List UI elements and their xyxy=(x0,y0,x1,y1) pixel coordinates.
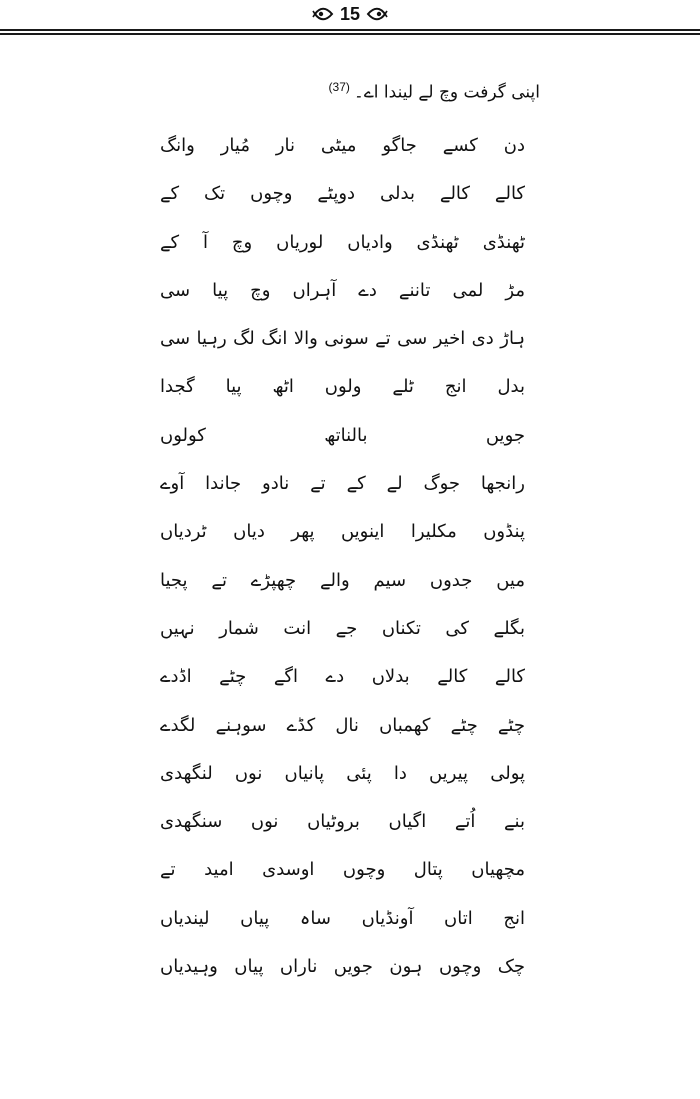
poem-line: کالے کالے بدلی دوپٹے وچوں تک کے xyxy=(160,183,525,205)
page-number: 15 xyxy=(339,3,361,24)
poem-line: مڑ لمی تاننے دے آہراں وچ پیا سی xyxy=(160,279,525,301)
intro-text: اپنی گرفت وچ لے لیندا اے۔ xyxy=(353,82,540,103)
poem-line: جویں بالناتھ کولوں xyxy=(160,424,525,446)
poem-line: بدل انج ٹلے ولوں اٹھ پیا گجدا xyxy=(160,376,525,398)
poem-line: رانجھا جوگ لے کے تے نادو جاندا آوے xyxy=(160,473,525,495)
intro-sentence xyxy=(20,72,540,108)
poem-line: میں جدوں سیم والے چھپڑے تے پجیا xyxy=(160,569,525,591)
poem-line: چک وچوں ہون جویں ناراں پیاں وہیدیاں xyxy=(160,956,525,978)
page-number-block xyxy=(305,0,395,28)
poem-line: ہاڑ دی اخیر سی تے سونی والا انگ لگ رہیا سی xyxy=(160,328,525,350)
floral-ornament-icon xyxy=(366,3,388,25)
page-header xyxy=(0,0,700,40)
poem-line: پنڈوں مکلیرا اینویں پھر دیاں ٹردیاں xyxy=(160,521,525,543)
poem-line: بنے اُتے اگیاں بروٹیاں نوں سنگھدی xyxy=(160,811,525,833)
header-rule-top xyxy=(0,29,700,31)
poem-line: مچھیاں پتال وچوں اوسدی امید تے xyxy=(160,859,525,881)
poem-line: انج اتاں آونڈیاں ساہ پیاں لیندیاں xyxy=(160,907,525,929)
poem-line: کالے کالے بدلاں دے اگے چٹے اڈدے xyxy=(160,666,525,688)
poem-line: پولی پیریں دا پئی پانیاں نوں لنگھدی xyxy=(160,762,525,784)
header-rule-bottom xyxy=(0,33,700,35)
poem-line: ٹھنڈی ٹھنڈی وادیاں لوریاں وچ آ کے xyxy=(160,231,525,253)
poem-line: دن کسے جاگو میٹی نار مُیار وانگ xyxy=(160,135,525,156)
floral-ornament-icon xyxy=(312,3,334,25)
footnote-marker: (37) xyxy=(328,80,350,94)
poem-line: چٹے چٹے کھمباں نال کڈے سوہنے لگدے xyxy=(160,714,525,736)
poem-line: بگلے کی تکناں جے انت شمار نہیں xyxy=(160,617,525,639)
poem-body xyxy=(160,126,525,995)
